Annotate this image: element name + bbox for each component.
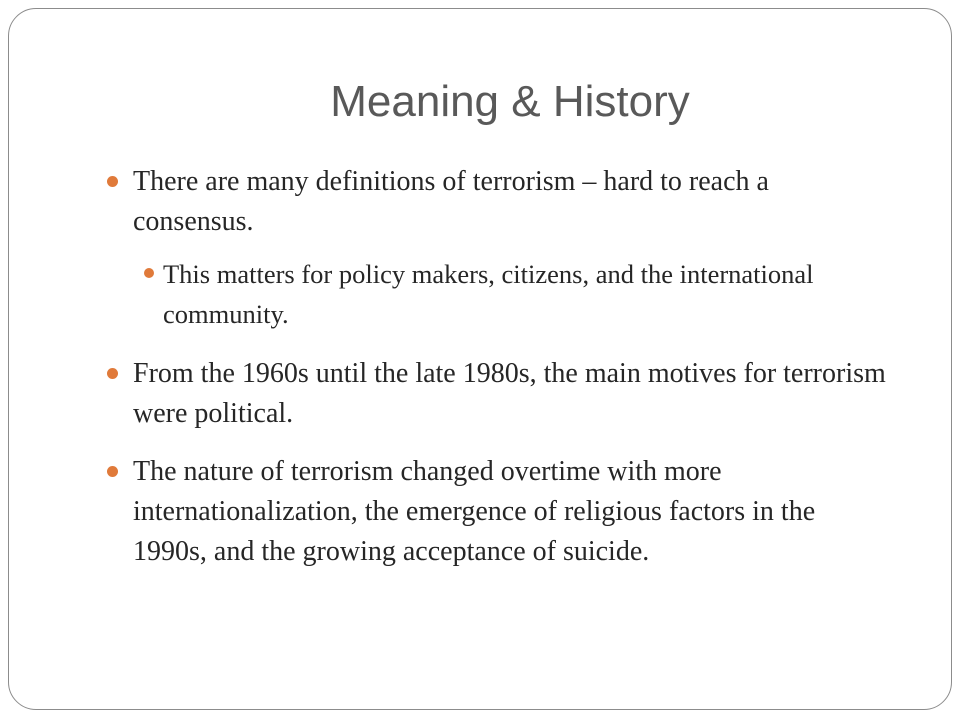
bullet-dot-icon <box>107 368 118 379</box>
bullet-dot-icon <box>144 268 154 278</box>
sub-bullet-text: This matters for policy makers, citizens, and the international community. <box>163 259 814 329</box>
slide-title: Meaning & History <box>330 77 690 126</box>
bullet-text: From the 1960s until the late 1980s, the main motives for terrorism were political. <box>133 358 886 429</box>
bullet-item <box>133 162 893 242</box>
sub-bullet-item <box>163 254 883 334</box>
bullet-dot-icon <box>107 176 118 187</box>
bullet-item <box>133 354 893 434</box>
bullet-dot-icon <box>107 466 118 477</box>
bullet-text: There are many definitions of terrorism – hard to reach a consensus. <box>133 166 769 237</box>
bullet-item <box>133 452 893 572</box>
bullet-text: The nature of terrorism changed overtime with more internationalization, the emergence of religious factors in the 1990s, and the growing acceptance of suicide. <box>133 456 816 567</box>
